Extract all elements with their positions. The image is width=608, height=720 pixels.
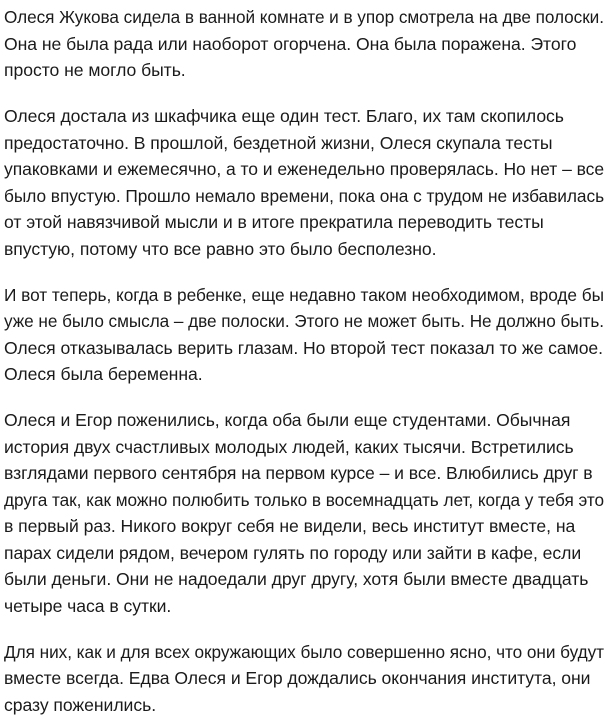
paragraph-line: в первый раз. Никого вокруг себя не видели, весь институт вместе, на — [4, 516, 576, 536]
paragraph-line: взглядами первого сентября на первом курсе – и все. Влюбились друг в — [4, 463, 593, 483]
paragraph-line: четыре часа в сутки. — [4, 595, 172, 616]
paragraph-line: И вот теперь, когда в ребенке, еще недавно таком необходимом, вроде бы — [4, 284, 604, 305]
paragraph-line: парах сидели рядом, вечером гулять по городу или зайти в кафе, если — [4, 542, 582, 563]
paragraph-line: Олеся и Егор поженились, когда оба были еще студентами. Обычная — [4, 410, 571, 430]
paragraph-line: было впустую. Прошло немало времени, пока она с трудом не избавилась — [4, 185, 605, 206]
article-body — [0, 4, 608, 718]
paragraph-line: Для них, как и для всех окружающих было совершенно ясно, что они будут — [4, 641, 605, 662]
paragraph-line: вместе всегда. Едва Олеся и Егор дождались окончания института, они — [4, 668, 591, 688]
paragraph-line: предостаточно. В прошлой, бездетной жизни, Олеся скупала тесты — [4, 132, 553, 153]
paragraph-line: сразу поженились. — [4, 694, 157, 715]
paragraph-line: уже не было смысла – две полоски. Этого не может быть. Не должно быть. — [4, 311, 604, 331]
paragraph-line: Олеся отказывалась верить глазам. Но второй тест показал то же самое. — [4, 337, 603, 358]
paragraph-2 — [4, 103, 608, 262]
paragraph-line: друга так, как можно полюбить только в восемнадцать лет, когда у тебя это — [4, 489, 605, 510]
paragraph-line: упаковками и ежемесячно, а то и еженедельно проверялась. Но нет – все — [4, 159, 605, 179]
paragraph-line: просто не могло быть. — [4, 60, 186, 80]
paragraph-3 — [4, 282, 608, 388]
paragraph-line: впустую, потому что все равно это было бесполезно. — [4, 238, 437, 259]
paragraph-line: были деньги. Они не надоедали друг другу, хотя были вместе двадцать — [4, 569, 589, 589]
paragraph-4 — [4, 407, 608, 619]
paragraph-line: Олеся Жукова сидела в ванной комнате и в упор смотрела на две полоски. — [4, 7, 604, 27]
paragraph-line: Олеся достала из шкафчика еще один тест. Благо, их там скопилось — [4, 106, 564, 126]
paragraph-line: история двух счастливых молодых людей, каких тысячи. Встретились — [4, 436, 574, 457]
paragraph-1 — [4, 4, 608, 84]
paragraph-line: от этой навязчивой мысли и в итоге прекратила переводить тесты — [4, 212, 544, 232]
paragraph-line: Она не была рада или наоборот огорчена. Она была поражена. Этого — [4, 33, 577, 54]
paragraph-5 — [4, 639, 608, 719]
paragraph-line: Олеся была беременна. — [4, 364, 203, 384]
